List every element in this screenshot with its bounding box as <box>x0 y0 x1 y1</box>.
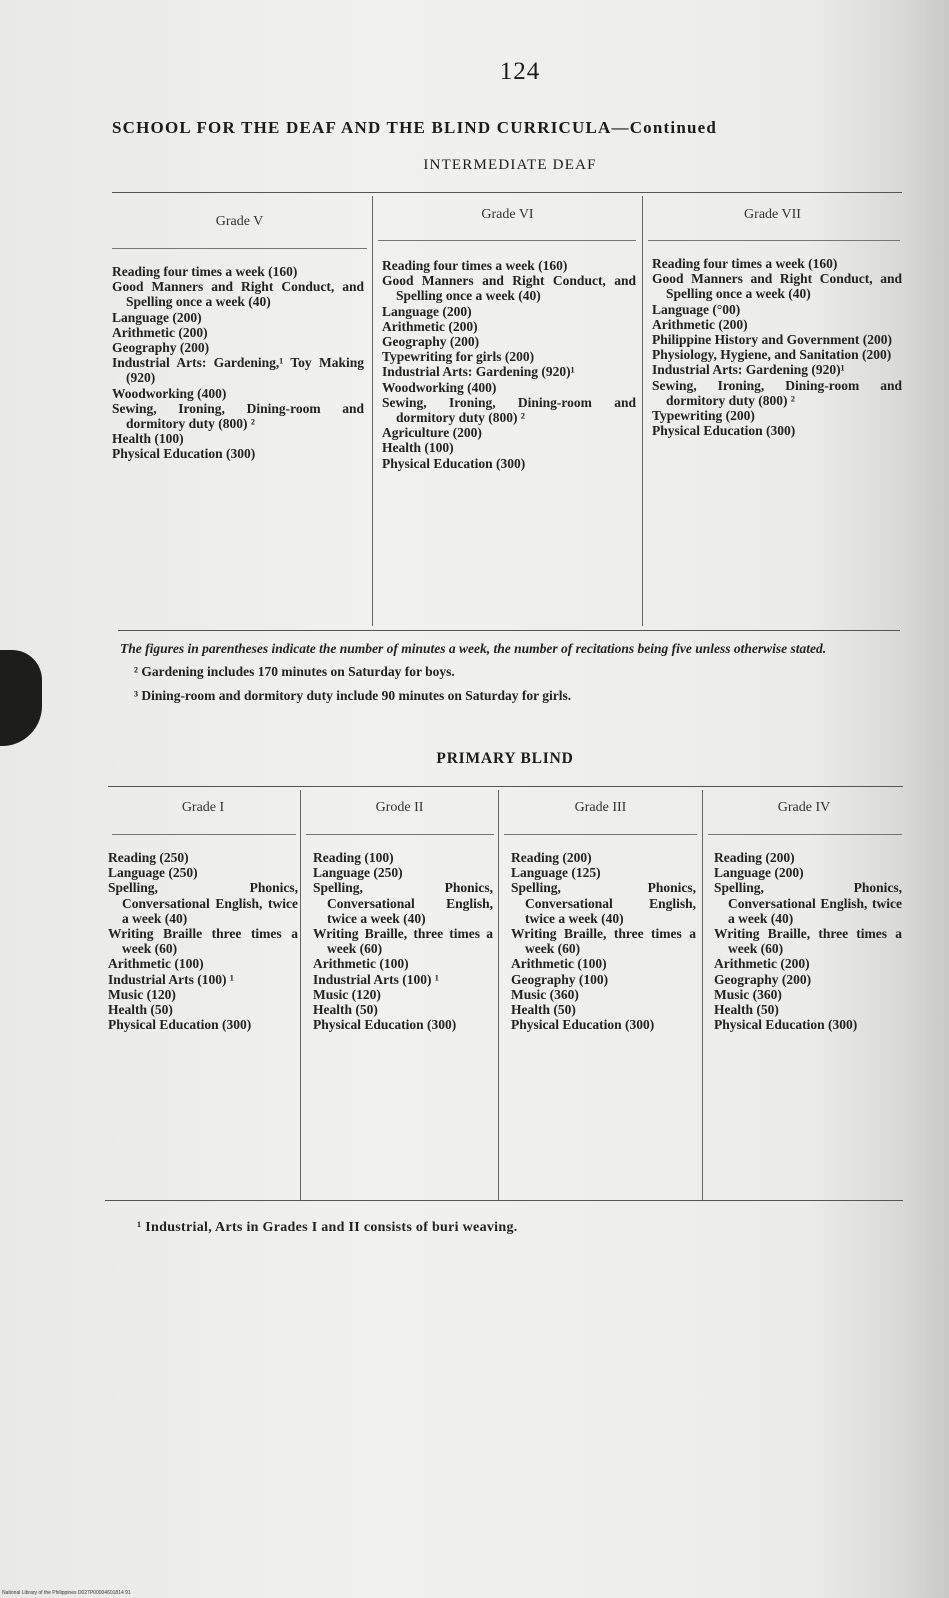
grade-i-subjects <box>108 850 298 1032</box>
subject-item: Typewriting (200) <box>652 408 755 424</box>
subject-item: Reading four times a week (160) <box>652 256 838 271</box>
grade-i-header: Grade I <box>181 800 225 815</box>
subject-item: Spelling, Phonics, Conversational English, twice a week (40) <box>511 880 696 926</box>
column-divider <box>372 196 373 626</box>
subject-item: Agriculture (200) <box>382 425 482 441</box>
subject-item: Physical Education (300) <box>108 1017 252 1033</box>
subject-item: Health (100) <box>382 440 454 456</box>
subject-item: Woodworking (400) <box>382 379 497 395</box>
table-top-rule <box>108 786 903 787</box>
subject-item: Geography (200) <box>112 340 210 356</box>
primary-blind-heading: PRIMARY BLIND <box>436 750 574 767</box>
grade-iv-subjects <box>714 850 902 1032</box>
subject-item: Health (50) <box>313 1002 378 1018</box>
subject-item: Health (50) <box>108 1002 173 1018</box>
header-rule <box>112 834 296 835</box>
subject-item: Language (250) <box>108 865 198 881</box>
page-title: SCHOOL FOR THE DEAF AND THE BLIND CURRICULA—Continued <box>112 118 718 137</box>
subject-item: Sewing, Ironing, Dining-room and dormitory duty (800) ² <box>652 377 902 408</box>
subject-item: Spelling, Phonics, Conversational English, twice a week (40) <box>313 880 493 926</box>
grade-iii-header: Grade III <box>574 800 627 815</box>
subject-item: Geography (200) <box>714 971 812 987</box>
column-divider <box>642 196 643 626</box>
table-bottom-rule <box>105 1200 903 1201</box>
subject-item: Health (100) <box>112 431 184 447</box>
subject-item: Physical Education (300) <box>313 1017 457 1033</box>
subject-item: Reading four times a week (160) <box>382 258 568 273</box>
subject-item: Music (120) <box>108 986 176 1002</box>
subject-item: Good Manners and Right Conduct, and Spelling once a week (40) <box>652 271 902 302</box>
subject-item: Music (360) <box>511 986 579 1002</box>
header-rule <box>378 240 636 241</box>
subject-item: Writing Braille, three times a week (60) <box>511 926 696 957</box>
subject-item: Arithmetic (200) <box>112 324 208 340</box>
scan-footer: National Library of the Philippines D027P00004601814 91 <box>2 1590 131 1596</box>
subject-item: Language (200) <box>382 303 472 319</box>
subject-item: Language (°00) <box>652 301 741 317</box>
subject-item: Arithmetic (100) <box>511 956 607 972</box>
grade-ii-subjects <box>313 850 493 1032</box>
grade-vi-header: Grade VI <box>481 207 534 222</box>
subject-item: Sewing, Ironing, Dining-room and dormitory duty (800) ² <box>382 394 636 426</box>
grade-ii-header: Grode II <box>375 800 424 815</box>
subject-item: Reading (100) <box>313 850 394 865</box>
grade-v-header: Grade V <box>215 214 264 229</box>
subject-item: Physical Education (300) <box>652 423 796 439</box>
grade-iii-subjects <box>511 850 696 1032</box>
subject-item: Typewriting for girls (200) <box>382 349 535 365</box>
subject-item: Music (360) <box>714 986 782 1002</box>
subject-item: Writing Braille three times a week (60) <box>108 926 298 957</box>
intermediate-deaf-heading: INTERMEDIATE DEAF <box>423 157 597 173</box>
subject-item: Reading (200) <box>511 850 592 865</box>
subject-item: Industrial Arts: Gardening (920)¹ <box>652 362 845 378</box>
subject-item: Language (250) <box>313 865 403 881</box>
header-rule <box>648 240 900 241</box>
table-top-rule <box>112 192 902 193</box>
subject-item: Physical Education (300) <box>112 446 256 462</box>
grade-v-subjects <box>112 264 364 462</box>
footnote-industrial-arts: ¹ Industrial, Arts in Grades I and II consists of buri weaving. <box>137 1220 518 1235</box>
column-divider <box>498 790 499 1200</box>
subject-item: Physiology, Hygiene, and Sanitation (200) <box>652 347 892 363</box>
minutes-note: The figures in parentheses indicate the number of minutes a week, the number of recitations being five unless otherwise stated. <box>120 641 827 656</box>
subject-item: Reading (250) <box>108 850 189 865</box>
table-notes <box>120 638 910 708</box>
grade-vii-subjects <box>652 256 902 438</box>
page-number: 124 <box>499 58 541 85</box>
subject-item: Language (200) <box>112 309 202 325</box>
column-divider <box>300 790 301 1200</box>
subject-item: Industrial Arts (100) ¹ <box>108 971 234 987</box>
subject-item: Arithmetic (100) <box>313 956 409 972</box>
subject-item: Physical Education (300) <box>714 1017 858 1033</box>
subject-item: Woodworking (400) <box>112 385 227 401</box>
subject-item: Writing Braille, three times a week (60) <box>313 926 493 957</box>
header-rule <box>306 834 494 835</box>
subject-item: Geography (200) <box>382 334 480 350</box>
subject-item: Geography (100) <box>511 971 609 987</box>
header-rule <box>504 834 697 835</box>
subject-item: Industrial Arts (100) ¹ <box>313 971 439 987</box>
grade-vi-subjects <box>382 258 636 471</box>
subject-item: Spelling, Phonics, Conversational English, twice a week (40) <box>714 880 902 926</box>
subject-item: Spelling, Phonics, Conversational English, twice a week (40) <box>108 880 298 926</box>
subject-item: Good Manners and Right Conduct, and Spelling once a week (40) <box>112 279 364 310</box>
subject-item: Physical Education (300) <box>382 455 526 471</box>
subject-item: Philippine History and Government (200) <box>652 332 893 348</box>
table-bottom-rule <box>118 630 900 631</box>
subject-item: Industrial Arts: Gardening,¹ Toy Making (920) <box>112 355 364 386</box>
subject-item: Language (200) <box>714 865 804 881</box>
footnote-dining: ³ Dining-room and dormitory duty include 90 minutes on Saturday for girls. <box>134 688 572 703</box>
subject-item: Writing Braille, three times a week (60) <box>714 926 902 957</box>
header-rule <box>708 834 902 835</box>
column-divider <box>702 790 703 1200</box>
scan-artifact <box>0 650 42 746</box>
subject-item: Arithmetic (200) <box>652 316 748 332</box>
subject-item: Good Manners and Right Conduct, and Spelling once a week (40) <box>382 273 636 304</box>
subject-item: Health (50) <box>511 1002 576 1018</box>
footnote-gardening: ² Gardening includes 170 minutes on Saturday for boys. <box>134 664 455 679</box>
subject-item: Arithmetic (100) <box>108 956 204 972</box>
subject-item: Sewing, Ironing, Dining-room and dormitory duty (800) ² <box>112 400 364 432</box>
subject-item: Health (50) <box>714 1002 779 1018</box>
subject-item: Physical Education (300) <box>511 1017 655 1033</box>
header-rule <box>112 248 367 249</box>
subject-item: Music (120) <box>313 986 381 1002</box>
subject-item: Reading (200) <box>714 850 795 865</box>
grade-vii-header: Grade VII <box>744 207 801 222</box>
subject-item: Arithmetic (200) <box>714 956 810 972</box>
subject-item: Language (125) <box>511 865 601 881</box>
subject-item: Industrial Arts: Gardening (920)¹ <box>382 364 575 380</box>
subject-item: Arithmetic (200) <box>382 318 478 334</box>
subject-item: Reading four times a week (160) <box>112 264 298 279</box>
grade-iv-header: Grade IV <box>777 800 831 815</box>
